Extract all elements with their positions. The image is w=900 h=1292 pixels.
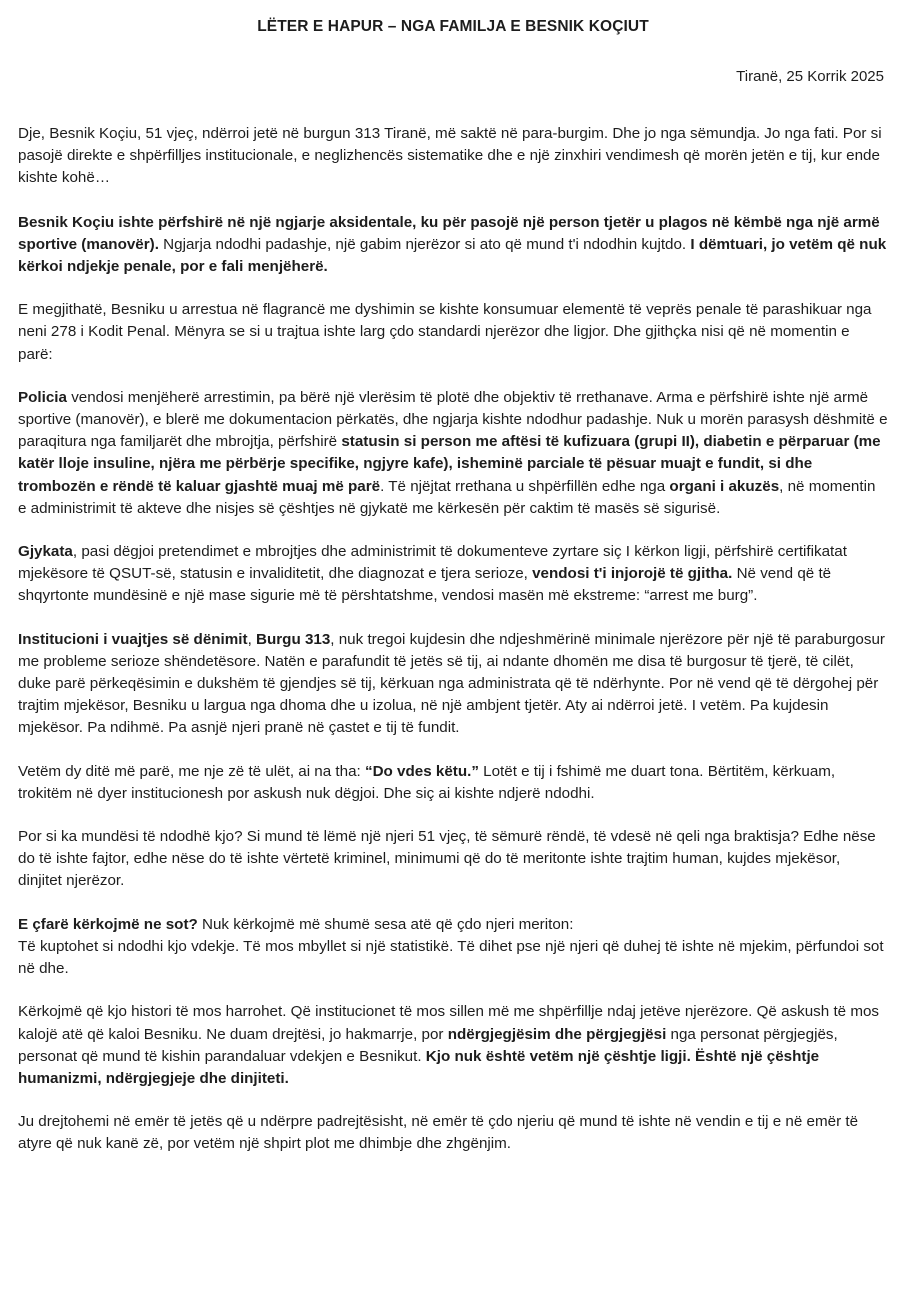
text-segment: . Të njëjtat rrethana u shpërfillën edhe nga xyxy=(380,477,670,495)
text-segment: , nuk tregoi kujdesin dhe ndjeshmërinë minimale njerëzore për një të paraburgosur me probleme serioze shëndetësore. Natën e parafundit të jetës së tij, ai ndante dhomën me disa të burgosur të tjerë, të cilët, duke parë përkeqësimin e dukshëm të gjendjes së tij, kërkuan nga administrata që të ndërhynte. Por në vend që të dërgohej për trajtim mjekësor, Besniku u largua nga dhoma dhe u izolua, në një ambjent tjetër. Aty ai ndërroi jetë. I vetëm. Pa kujdesin mjekësor. Pa ndihmë. Pa asnjë njeri pranë në çastet e tij të fundit. xyxy=(18,630,885,737)
text-segment: , xyxy=(247,630,257,648)
bold-text-segment: I dëmtuari, jo vetëm që nuk kërkoi ndjekje penale, por e fali menjëherë. xyxy=(18,235,887,276)
text-segment: vendosi menjëherë arrestimin, pa bërë një vlerësim të plotë dhe objektiv të rrethanave. Arma e përfshirë ishte një armë sportive (manovër), e blerë me dokumentacion përkatës, dhe ngjarja kishte ndodhur padashje. Nuk u morën parasysh dëshmitë e paraqitura nga familjarët dhe mbrojtja, përfshirë xyxy=(18,388,888,451)
letter-paragraph xyxy=(18,629,888,740)
text-segment: Vetëm dy ditë më parë, me nje zë të ulët, ai na tha: xyxy=(18,762,365,780)
bold-text-segment: statusin si person me aftësi të kufizuara (grupi II), diabetin e përparuar (me katër lloje insuline, njëra me përbërje specifike, ngjyre kafe), isheminë parciale të pësuar muajt e fundit, si dhe trombozën e rëndë të kaluar gjashtë muaj më parë xyxy=(18,433,881,495)
letter-paragraph xyxy=(18,914,888,981)
letter-paragraph xyxy=(18,1111,888,1155)
letter-paragraph xyxy=(18,1001,888,1090)
bold-text-segment: organi i akuzës xyxy=(669,477,780,495)
letter-paragraph xyxy=(18,541,888,608)
bold-text-segment: “Do vdes këtu.” xyxy=(364,762,479,780)
letter-paragraph xyxy=(18,212,888,279)
text-segment: nga personat përgjegjës, personat që mund të kishin parandaluar vdekjen e Besnikut. xyxy=(18,1025,838,1065)
letter-body xyxy=(18,123,888,1156)
text-segment: E megjithatë, Besniku u arrestua në flagrancë me dyshimin se kishte konsumuar elementë të veprës penale të parashikuar nga neni 278 i Kodit Penal. Mënyra se si u trajtua ishte larg çdo standardi njerëzor dhe ligjor. Dhe gjithçka nisi që në momentin e parë: xyxy=(18,301,872,363)
bold-text-segment: Burgu 313 xyxy=(256,630,331,648)
letter-paragraph xyxy=(18,387,888,520)
letter-paragraph xyxy=(18,761,888,805)
text-segment: , në momentin e administrimit të akteve dhe nisjes së çështjes në gjykatë me kërkesën për caktim të masës së sigurisë. xyxy=(18,477,876,517)
letter-date: Tiranë, 25 Korrik 2025 xyxy=(736,68,884,85)
bold-text-segment: Besnik Koçiu ishte përfshirë në një ngjarje aksidentale, ku për pasojë një person tjetër u plagos në këmbë nga një armë sportive (manovër). xyxy=(18,213,880,253)
bold-text-segment: vendosi t'i injorojë të gjitha. xyxy=(532,565,733,583)
text-segment: , pasi dëgjoi pretendimet e mbrojtjes dhe administrimit të dokumenteve zyrtare siç I kërkon ligji, përfshirë certifikatat mjekësore të QSUT-së, statusin e invaliditetit, dhe diagnozat e tjera serioze, xyxy=(18,543,847,583)
text-segment: Ngjarja ndodhi padashje, një gabim njerëzor si ato që mund t'i ndodhin kujtdo. xyxy=(158,235,691,253)
bold-text-segment: ndërgjegjësim dhe përgjegjësi xyxy=(447,1025,667,1043)
letter-paragraph xyxy=(18,826,888,893)
text-segment: Nuk kërkojmë më shumë sesa atë që çdo njeri meriton: xyxy=(197,915,574,933)
bold-text-segment: Gjykata xyxy=(18,543,73,561)
text-segment: Kërkojmë që kjo histori të mos harrohet. Që institucionet të mos sillen më me shpërfillje ndaj jetëve njerëzore. Që askush të mos kalojë atë që kaloi Besniku. Ne duam drejtësi, jo hakmarrje, por xyxy=(18,1003,880,1043)
letter-paragraph xyxy=(18,123,888,190)
text-segment: Ju drejtohemi në emër të jetës që u ndërpre padrejtësisht, në emër të çdo njeriu që mund të ishte në vendin e tij e në emër të atyre që nuk kanë zë, por vetëm një shpirt plot me dhimbje dhe zhgënjim. xyxy=(18,1113,859,1153)
text-segment: Por si ka mundësi të ndodhë kjo? Si mund të lëmë një njeri 51 vjeç, të sëmurë rëndë, të vdesë në qeli nga braktisja? Edhe nëse do të ishte fajtor, edhe nëse do të ishte vërtetë kriminel, minimumi që do të meritonte ishte trajtim human, kujdes mjekësor, dinjitet njerëzor. xyxy=(18,828,876,890)
text-segment: Në vend që të shqyrtonte mundësinë e një mase sigurie më të përshtatshme, vendosi masën më ekstreme: “arrest me burg”. xyxy=(18,565,832,605)
bold-text-segment: Policia xyxy=(18,388,67,406)
letter-title: LËTER E HAPUR – NGA FAMILJA E BESNIK KOÇIUT xyxy=(257,18,649,35)
text-segment: Të kuptohet si ndodhi kjo vdekje. Të mos mbyllet si një statistikë. Të dihet pse një njeri që duhej të ishte në mjekim, përfundoi sot në dhe. xyxy=(18,937,884,978)
bold-text-segment: Kjo nuk është vetëm një çështje ligji. Është një çështje humanizmi, ndërgjegjeje dhe dinjiteti. xyxy=(18,1047,820,1087)
letter-paragraph xyxy=(18,299,888,366)
text-segment: Lotët e tij i fshimë me duart tona. Bërtitëm, kërkuam, trokitëm në dyer institucionesh por askush nuk dëgjoi. Dhe siç ai kishte ndjerë ndodhi. xyxy=(18,762,836,802)
bold-text-segment: E çfarë kërkojmë ne sot? xyxy=(18,915,198,933)
text-segment: Dje, Besnik Koçiu, 51 vjeç, ndërroi jetë në burgun 313 Tiranë, më saktë në para-burgim. Dhe jo nga sëmundja. Jo nga fati. Por si pasojë direkte e shpërfilljes institucionale, e neglizhencës sistematike dhe e një zinxhiri vendimesh që morën jetën e tij, kur ende kishte kohë… xyxy=(18,125,882,187)
bold-text-segment: Institucioni i vuajtjes së dënimit xyxy=(18,630,248,648)
